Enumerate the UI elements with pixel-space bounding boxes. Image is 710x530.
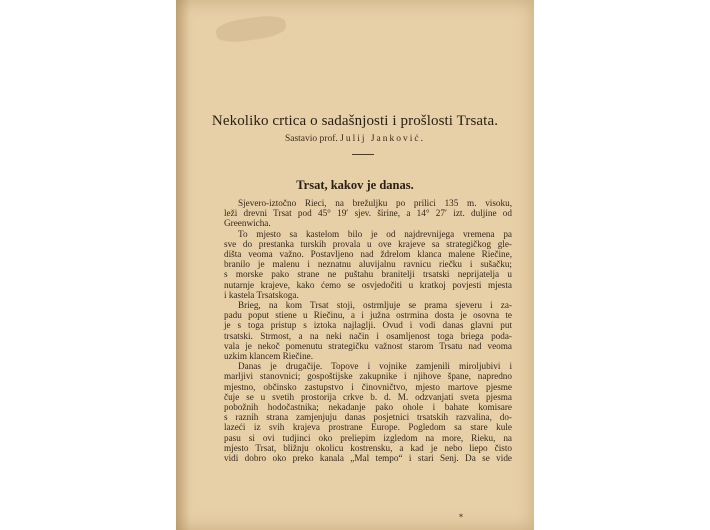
text-line: i kastela Trsatskoga.	[224, 289, 299, 300]
title-divider	[352, 154, 374, 155]
body-text	[224, 198, 512, 463]
text-line: uzkim klancem Riečine.	[224, 351, 314, 362]
text-line: Danas je drugačije. Topove i vojnike zamjenili miroljubivi i	[238, 361, 512, 372]
section-heading: Trsat, kakov je danas.	[296, 178, 414, 192]
text-line: Sjevero-iztočno Rieci, na brežuljku po prilici 135 m. visoku,	[238, 198, 512, 208]
paper-stain	[215, 13, 287, 45]
text-line: s raznih strana zamjenjuju danas posjetnici trsatskih razvalina, do-	[224, 412, 512, 423]
document-title: Nekoliko crtica o sadašnjosti i prošlosti Trsata.	[211, 113, 499, 129]
text-line: lazeći iz svih krajeva prostrane Europe. Pogledom sa stare kule	[224, 422, 512, 433]
text-line: vala je nekoč pomenutu strategičku važnost starom Trsatu nad veoma	[224, 340, 512, 351]
text-line: branilo je malenu i neznatnu aluvijalnu ravnicu riečku i sušačku;	[224, 259, 512, 270]
text-line: trsatski. Strmost, a na neki način i osamljenost toga briega poda-	[224, 330, 512, 341]
text-line: sve do prestanka turskih provala u ove krajeve sa strategičkog gle-	[224, 238, 512, 249]
text-line: pasu si ovi tudjinci oko preliepim izgledom na more, Rieku, na	[224, 432, 512, 443]
byline-author: Julij Janković.	[340, 134, 426, 144]
document-page	[176, 0, 534, 530]
text-line: pobožnih hodočastnika; nekadanje pako ohole i bahate komisare	[224, 402, 512, 413]
text-line: vidi dobro oko preko kanala „Mal tempo“ i stari Senj. Da se vide	[224, 453, 512, 464]
text-line: marljivi stanovnici; gospoštijske zakupnike i njihove španе, napredno	[224, 371, 512, 382]
text-line: Brieg, na kom Trsat stoji, ostrmljuje se prama sjeveru i za-	[238, 300, 512, 311]
signature-mark: *	[459, 513, 463, 522]
text-line: padu poput stiene u Riečinu, a i južna ostrmina dosta je osovna te	[224, 310, 512, 321]
byline-prefix: Sastavio prof.	[284, 134, 338, 144]
text-line: mjestno, občinsko zastupstvo i činovničtvo, mjesto martove pjesme	[224, 381, 512, 392]
text-line: čuje se u svetih prostorija crkve b. d. M. odzvanjati sveta pjesma	[224, 391, 512, 402]
text-line: To mjesto sa kastelom bilo je od najdrevnijega vremena pa	[238, 228, 512, 239]
text-line: je s toga pristup s iztoka najlaglji. Ovud i vodi danas glavni put	[224, 320, 512, 331]
text-line: mjesto Trsat, bližnju okolicu kostrensku, a kad je nebo liepo čisto	[224, 442, 512, 453]
text-line: Greenwicha.	[224, 218, 271, 229]
author-byline	[176, 134, 534, 144]
text-line: dišta veoma važno. Postavljeno nad ždrelom klanca malene Riečine,	[224, 249, 512, 260]
text-line: s morske pako strane ne puštahu branitelji trsatski neprijatelja u	[224, 269, 512, 280]
text-line: nutarnje krajeve, kako ćemo se osvjedočiti u kratkoj povjesti mjesta	[224, 279, 512, 290]
text-line: leži drevni Trsat pod 45° 19′ sjev. širine, a 14° 27′ izt. duljine od	[224, 208, 512, 219]
